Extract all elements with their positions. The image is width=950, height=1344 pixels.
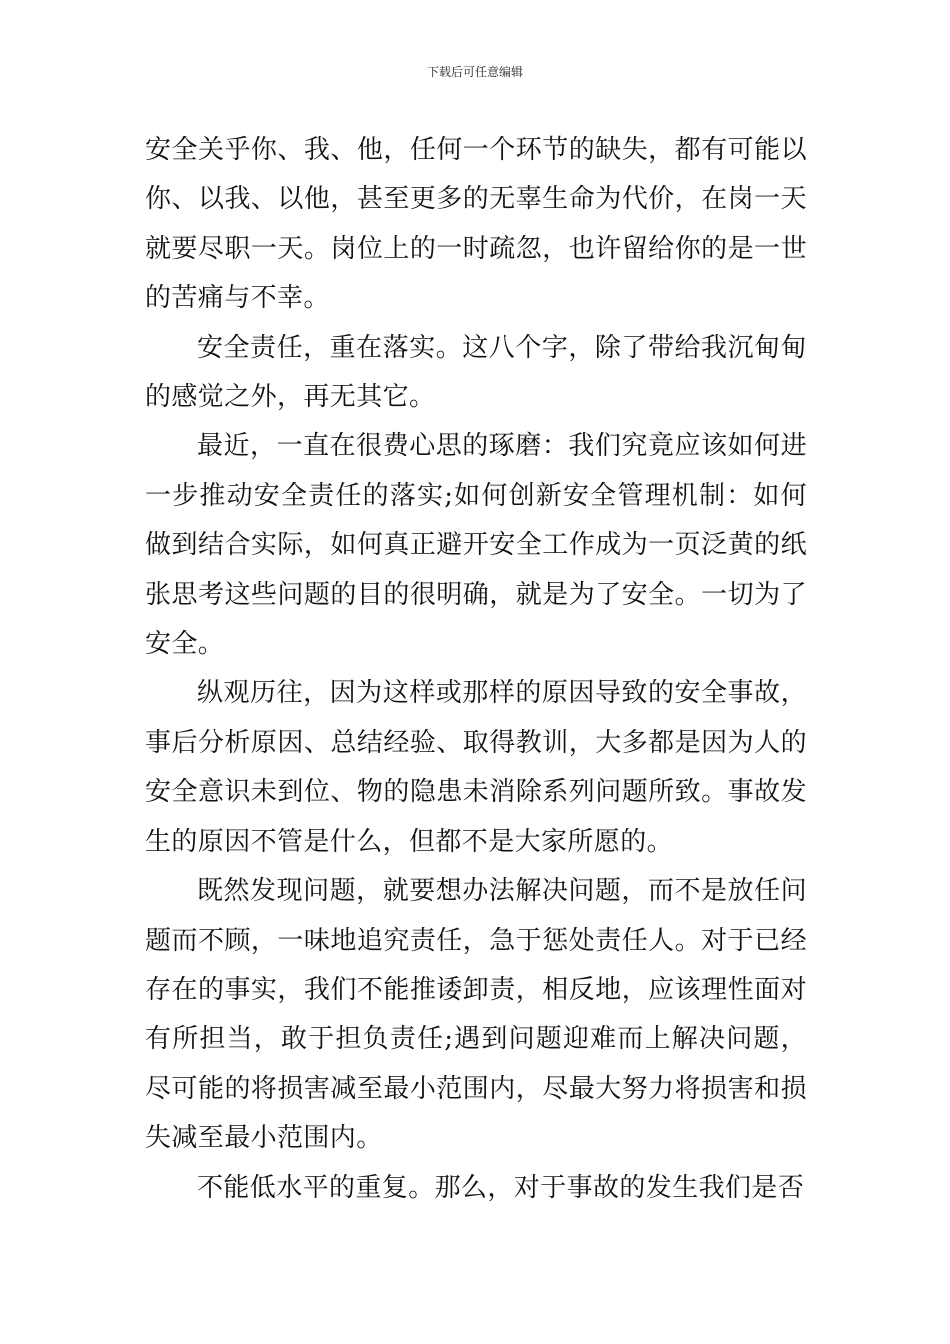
paragraph-4: 纵观历往，因为这样或那样的原因导致的安全事故，事后分析原因、总结经验、取得教训，大多都是因为人的安全意识未到位、物的隐患未消除系列问题所致。事故发生的原因不管是什么，但都不是大家所愿的。 [145,678,807,857]
paragraph-3: 最近，一直在很费心思的琢磨：我们究竟应该如何进一步推动安全责任的落实;如何创新安全管理机制：如何做到结合实际，如何真正避开安全工作成为一页泛黄的纸张思考这些问题的目的很明确，就是为了安全。一切为了安全。 [145,431,807,660]
paragraph-6: 不能低水平的重复。那么，对于事故的发生我们是否 [197,1172,805,1203]
document-body [145,126,807,1213]
paragraph-1: 安全关乎你、我、他，任何一个环节的缺失，都有可能以你、以我、以他，甚至更多的无辜生命为代价，在岗一天就要尽职一天。岗位上的一时疏忽，也许留给你的是一世的苦痛与不幸。 [145,135,807,314]
paragraph-2: 安全责任，重在落实。这八个字，除了带给我沉甸甸的感觉之外，再无其它。 [145,332,807,413]
page-header: 下载后可任意编辑 [426,65,523,79]
paragraph-5: 既然发现问题，就要想办法解决问题，而不是放任问题而不顾，一味地追究责任，急于惩处责任人。对于已经存在的事实，我们不能推诿卸责，相反地，应该理性面对有所担当，敢于担负责任;遇到问题迎难而上解决问题，尽可能的将损害减至最小范围内，尽最大努力将损害和损失减至最小范围内。 [145,876,807,1154]
